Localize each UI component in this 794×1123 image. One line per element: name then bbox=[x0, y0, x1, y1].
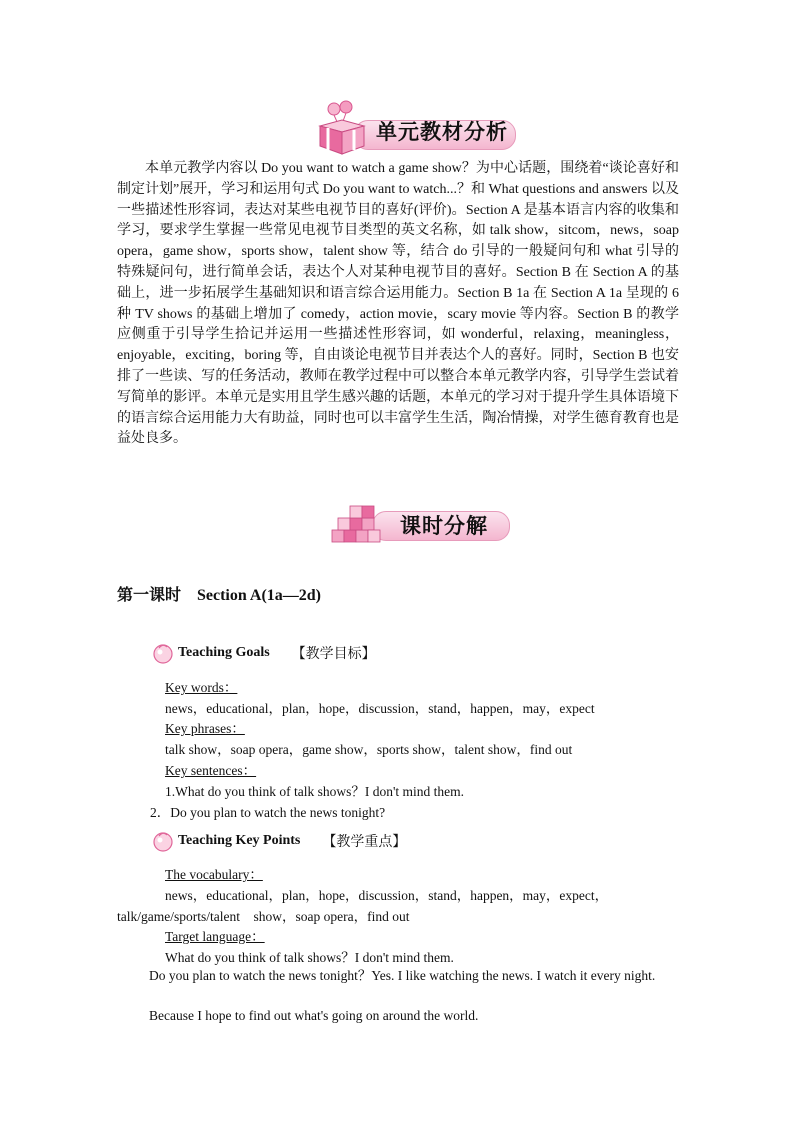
banner-lesson-breakdown bbox=[328, 500, 508, 550]
vocabulary-label: The vocabulary： bbox=[165, 867, 263, 882]
target-language-label: Target language： bbox=[165, 929, 265, 944]
heading-en: Teaching Goals bbox=[178, 645, 270, 660]
target-sentence-1: What do you think of talk shows？I don't mind them. bbox=[165, 950, 454, 965]
vocabulary-line-2: talk/game/sports/talent show，soap opera，find out bbox=[117, 909, 410, 924]
key-words: news，educational，plan，hope，discussion，stand，happen，may，expect bbox=[165, 701, 595, 716]
key-sentence-2: 2．Do you plan to watch the news tonight? bbox=[150, 805, 386, 820]
key-phrases: talk show，soap opera，game show，sports show，talent show，find out bbox=[165, 742, 573, 757]
key-sentences-label: Key sentences： bbox=[165, 763, 257, 778]
target-sentence-2 bbox=[117, 966, 679, 987]
unit-analysis-text bbox=[117, 159, 679, 450]
key-sentence-1: 1.What do you think of talk shows？I don't mind them. bbox=[165, 784, 465, 799]
banner-title: 课时分解 bbox=[400, 514, 488, 538]
teaching-key-points-heading bbox=[150, 830, 406, 852]
lesson-title: 第一课时 Section A(1a—2d) bbox=[117, 587, 322, 604]
key-phrases-label: Key phrases： bbox=[165, 721, 245, 736]
heading-en: Teaching Key Points bbox=[178, 833, 301, 848]
target-sentence-3: Because I hope to find out what's going on around the world. bbox=[149, 1008, 479, 1023]
intro-paragraph: 本单元教学内容以 Do you want to watch a game show？为中心话题，围绕着“谈论喜好和制定计划”展开，学习和运用句式 Do you want to watch...？和 What questions and answers 以及一些描述性形容词，表达对某些电视节目的喜好(评价)。Section A 是基本语言内容的收集和学习，要求学生掌握一些常见电视节目类型的英文名称，如 talk show，sitcom，news，soap opera，game show，sports show，talent show 等，结合 do 引导的一般疑问句和 what 引导的特殊疑问句，进行简单会话，表达个人对某种电视节目的喜好。Section B 在 Section A 的基础上，进一步拓展学生基础知识和语言综合运用能力。Section B 1a 在 Section A 1a 呈现的 6 种 TV shows 的基础上增加了 comedy，action movie，scary movie 等内容。Section B 的教学应侧重于引导学生拾记并运用一些描述性形容词，如 wonderful，relaxing，meaningless，enjoyable，exciting，boring 等，自由谈论电视节目并表达个人的喜好。同时，Section B 也安排了一些读、写的任务活动，教师在教学过程中可以整合本单元教学内容，引导学生尝试着写简单的影评。本单元是实用且学生感兴趣的话题，本单元的学习对于提升学生具体语境下的语言综合运用能力大有助益，同时也可以丰富学生生活，陶冶情操，对学生德育教育也是益处良多。 bbox=[117, 161, 679, 447]
banner-unit-analysis bbox=[314, 100, 514, 156]
heading-cn: 【教学重点】 bbox=[322, 834, 407, 850]
peach-bullet-icon bbox=[150, 830, 176, 852]
cubes-icon bbox=[328, 500, 392, 550]
peach-bullet-icon bbox=[150, 642, 176, 664]
banner-title: 单元教材分析 bbox=[376, 120, 508, 144]
key-words-label: Key words： bbox=[165, 680, 238, 695]
vocabulary-line-1: news，educational，plan，hope，discussion，stand，happen，may，expect， bbox=[165, 888, 609, 903]
target-sentence-2-text: Do you plan to watch the news tonight？Yes. I like watching the news. I watch it every night. bbox=[149, 968, 656, 983]
gift-box-icon bbox=[314, 100, 370, 156]
heading-cn: 【教学目标】 bbox=[291, 646, 376, 662]
teaching-goals-heading bbox=[150, 642, 376, 664]
